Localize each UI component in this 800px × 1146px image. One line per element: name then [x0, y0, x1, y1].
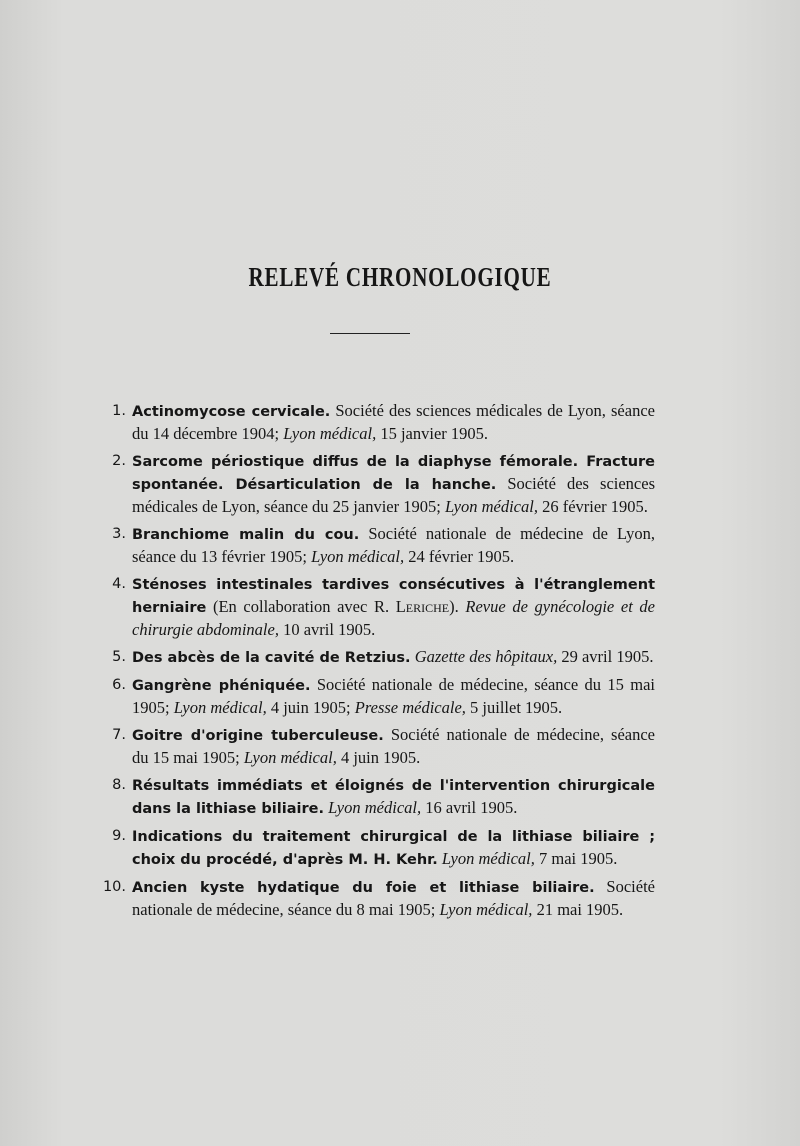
list-item	[100, 876, 655, 921]
entry-title: Indications du traitement chirurgical de la lithiase biliaire ; choix du procédé, d'après M. H. Kehr.	[132, 829, 655, 868]
entry-title: Gangrène phéniquée.	[132, 678, 311, 694]
entry-details: Société nationale de médecine de Lyon, séance du 13 février 1905;	[132, 524, 655, 566]
entry-date: 4 juin 1905.	[336, 748, 421, 767]
title-rule	[330, 333, 410, 334]
entry-date: 26 février 1905.	[537, 497, 648, 516]
entry-number: 3.	[112, 526, 126, 542]
entry-journal: Revue de gynécologie et de chirurgie abdominale,	[132, 597, 655, 639]
entry-number: 4.	[112, 576, 126, 592]
entry-number: 10.	[102, 879, 126, 895]
entry-number: 9.	[112, 828, 126, 844]
entry-journal: Gazette des hôpitaux,	[414, 647, 558, 666]
entry-title: Branchiome malin du cou.	[132, 527, 360, 543]
entry-number: 1.	[112, 403, 126, 419]
entry-journal: Lyon médical,	[243, 748, 337, 767]
list-item	[100, 573, 655, 641]
entry-date: 15 janvier 1905.	[376, 424, 489, 443]
entry-number: 7.	[112, 727, 126, 743]
list-item	[100, 523, 655, 568]
list-item	[100, 674, 655, 719]
entry-date: 16 avril 1905.	[421, 798, 518, 817]
list-item	[100, 400, 655, 445]
entry-date: 4 juin 1905;	[266, 698, 355, 717]
entry-details: Société des sciences médicales de Lyon, séance du 14 décembre 1904;	[132, 401, 655, 443]
entry-title: Goitre d'origine tuberculeuse.	[132, 728, 384, 744]
entry-details: Société nationale de médecine, séance du 8 mai 1905;	[132, 877, 655, 919]
entry-journal: Lyon médical,	[441, 849, 535, 868]
entry-details-cont: ).	[449, 597, 466, 616]
entry-title: Actinomycose cervicale.	[132, 404, 331, 420]
entry-details: Société des sciences médicales de Lyon, séance du 25 janvier 1905;	[132, 474, 656, 516]
entry-date: 21 mai 1905.	[532, 900, 624, 919]
entry-journal: Lyon médical,	[444, 497, 538, 516]
entry-journal: Lyon médical,	[311, 547, 405, 566]
entry-author: Leriche	[395, 597, 450, 616]
list-item	[100, 724, 655, 769]
entry-date: 10 avril 1905.	[278, 620, 376, 639]
entry-number: 6.	[112, 677, 126, 693]
entry-journal: Lyon médical,	[328, 798, 422, 817]
entry-number: 5.	[112, 649, 126, 665]
entry-number: 2.	[112, 453, 126, 469]
entry-details: Société nationale de médecine, séance du 15 mai 1905;	[132, 675, 655, 717]
entry-title: Ancien kyste hydatique du foie et lithiase biliaire.	[132, 880, 595, 896]
entry-date: 7 mai 1905.	[534, 849, 618, 868]
entry-journal: Lyon médical,	[173, 698, 267, 717]
entry-date: 29 avril 1905.	[557, 647, 654, 666]
entry-number: 8.	[112, 777, 126, 793]
entry-title: Sarcome périostique diffus de la diaphyse fémorale. Fracture spontanée. Désarticulation de la hanche.	[132, 454, 655, 493]
list-item	[100, 450, 655, 518]
entry-title: Sténoses intestinales tardives consécutives à l'étranglement herniaire	[132, 577, 655, 616]
entry-date: 24 février 1905.	[404, 547, 515, 566]
entry-journal-2: Presse médicale,	[354, 698, 466, 717]
chronological-list	[100, 400, 655, 926]
list-item	[100, 774, 655, 820]
entry-title: Des abcès de la cavité de Retzius.	[132, 650, 411, 666]
entry-details: Société nationale de médecine, séance du 15 mai 1905;	[132, 725, 655, 767]
entry-journal: Lyon médical,	[439, 900, 533, 919]
entry-date-2: 5 juillet 1905.	[465, 698, 563, 717]
list-item	[100, 646, 655, 669]
entry-title: Résultats immédiats et éloignés de l'intervention chirurgicale dans la lithiase biliaire.	[132, 778, 655, 817]
list-item	[100, 825, 655, 871]
entry-details: (En collaboration avec R.	[206, 597, 396, 616]
page-title: RELEVÉ CHRONOLOGIQUE	[248, 262, 552, 292]
entry-journal: Lyon médical,	[283, 424, 377, 443]
